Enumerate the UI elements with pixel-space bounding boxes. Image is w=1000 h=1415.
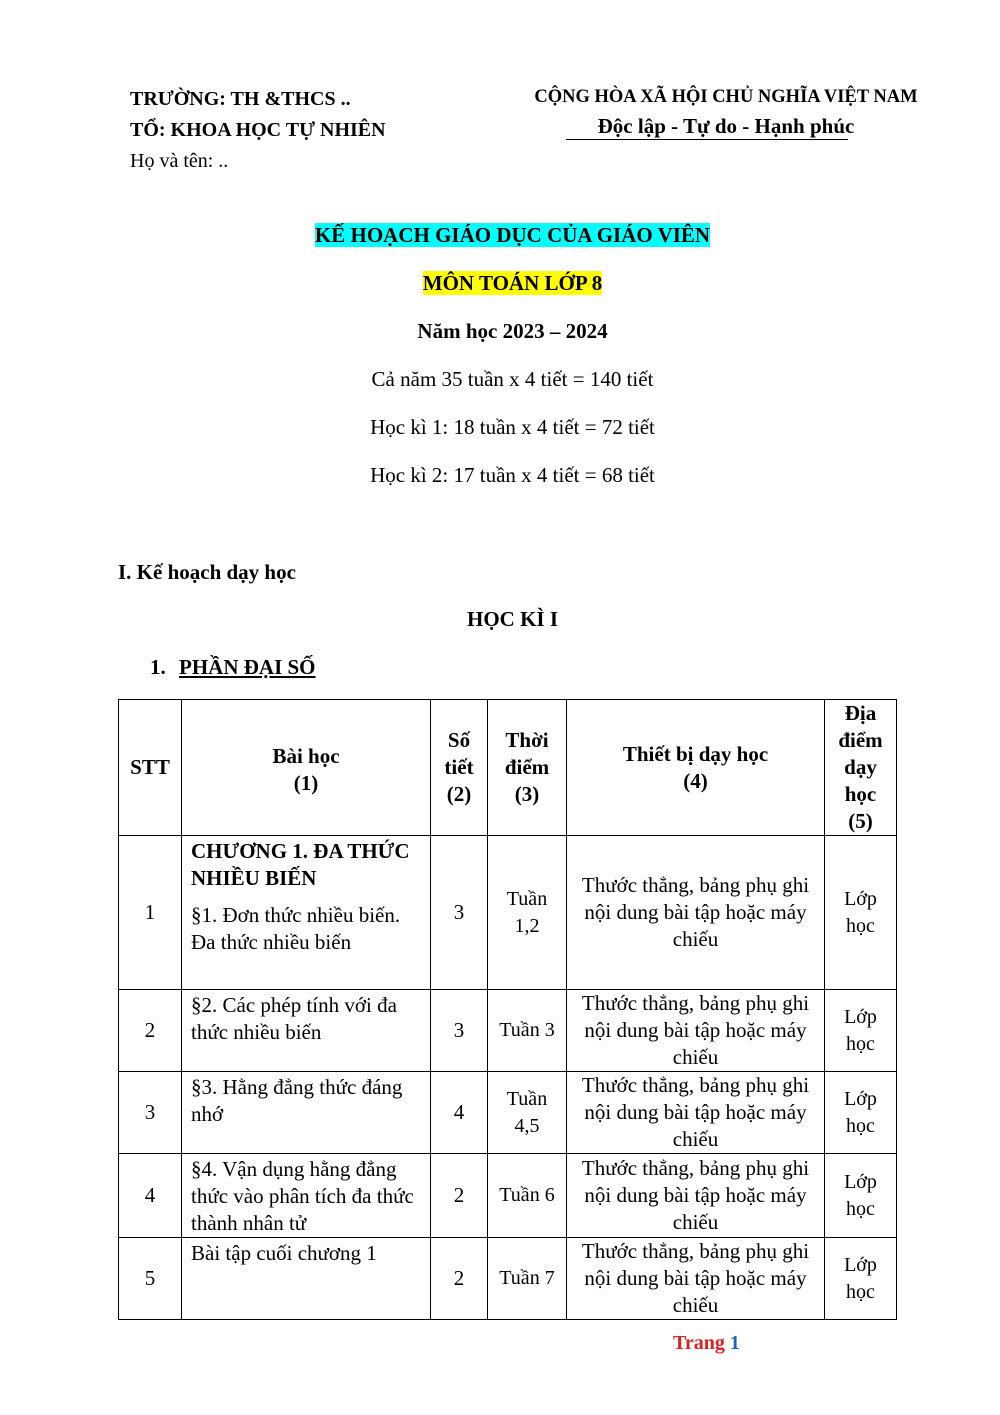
plan-title-wrap xyxy=(0,220,1000,250)
table-row xyxy=(119,1072,897,1154)
header-stt: STT xyxy=(119,700,182,836)
lesson-title: §1. Đơn thức nhiều biến. Đa thức nhiều biến xyxy=(191,903,401,954)
plan-title: KẾ HOẠCH GIÁO DỤC CỦA GIÁO VIÊN xyxy=(314,223,711,247)
header-location-label: Địa điểm dạy học xyxy=(838,701,883,806)
part-title: PHẦN ĐẠI SỐ xyxy=(179,655,316,679)
row-location: Lớp học xyxy=(825,990,897,1072)
page-number: 1 xyxy=(729,1332,740,1354)
row-periods: 3 xyxy=(431,836,488,990)
row-equipment: Thước thẳng, bảng phụ ghi nội dung bài tập hoặc máy chiếu xyxy=(567,836,825,990)
table-row xyxy=(119,1154,897,1238)
row-periods: 2 xyxy=(431,1154,488,1238)
national-header xyxy=(500,84,952,142)
school-header xyxy=(130,84,386,177)
periods-semester-1: Học kì 1: 18 tuần x 4 tiết = 72 tiết xyxy=(370,415,655,439)
page-word: Trang xyxy=(673,1332,725,1354)
chapter-title: CHƯƠNG 1. ĐA THỨC NHIỀU BIẾN xyxy=(191,839,410,890)
row-lesson: §3. Hằng đẳng thức đáng nhớ xyxy=(182,1072,431,1154)
motto-underline xyxy=(566,139,848,140)
header-lesson-label: Bài học xyxy=(272,743,340,768)
lesson-plan-table xyxy=(118,699,897,1320)
header-time xyxy=(488,700,567,836)
row-location: Lớp học xyxy=(825,1072,897,1154)
header-location xyxy=(825,700,897,836)
table-header-row xyxy=(119,700,897,836)
national-motto: Độc lập - Tự do - Hạnh phúc xyxy=(597,114,855,138)
part-heading xyxy=(150,652,316,682)
semester-heading: HỌC KÌ I xyxy=(466,607,558,631)
header-time-label: Thời điểm xyxy=(504,728,550,779)
row-stt: 5 xyxy=(119,1238,182,1320)
header-time-number: (3) xyxy=(514,782,540,806)
header-periods-label: Số tiết xyxy=(444,728,474,779)
section-heading: I. Kế hoạch dạy học xyxy=(118,560,296,584)
header-equipment-number: (4) xyxy=(683,768,708,793)
row-stt: 3 xyxy=(119,1072,182,1154)
country-name: CỘNG HÒA XÃ HỘI CHỦ NGHĨA VIỆT NAM xyxy=(534,87,918,107)
row-stt: 2 xyxy=(119,990,182,1072)
subject-title-wrap xyxy=(0,268,1000,298)
header-periods-number: (2) xyxy=(446,782,472,806)
table-row xyxy=(119,836,897,990)
header-lesson xyxy=(182,700,431,836)
row-stt: 1 xyxy=(119,836,182,990)
periods-semester-2: Học kì 2: 17 tuần x 4 tiết = 68 tiết xyxy=(370,463,655,487)
department-name: TỔ: KHOA HỌC TỰ NHIÊN xyxy=(130,119,386,141)
row-location: Lớp học xyxy=(825,1238,897,1320)
row-equipment: Thước thẳng, bảng phụ ghi nội dung bài tập hoặc máy chiếu xyxy=(567,990,825,1072)
header-equipment-label: Thiết bị dạy học xyxy=(622,741,769,766)
row-time: Tuần 4,5 xyxy=(488,1072,567,1154)
row-lesson: Bài tập cuối chương 1 xyxy=(182,1238,431,1320)
school-year: Năm học 2023 – 2024 xyxy=(417,319,608,343)
row-time: Tuần 6 xyxy=(488,1154,567,1238)
row-periods: 2 xyxy=(431,1238,488,1320)
row-lesson: §4. Vận dụng hằng đẳng thức vào phân tích đa thức thành nhân tử xyxy=(182,1154,431,1238)
row-time: Tuần 1,2 xyxy=(488,836,567,990)
header-location-number: (5) xyxy=(848,809,873,833)
row-equipment: Thước thẳng, bảng phụ ghi nội dung bài tập hoặc máy chiếu xyxy=(567,1154,825,1238)
teacher-name-label: Họ và tên: .. xyxy=(130,150,229,172)
row-equipment: Thước thẳng, bảng phụ ghi nội dung bài tập hoặc máy chiếu xyxy=(567,1072,825,1154)
school-name: TRƯỜNG: TH &THCS .. xyxy=(130,88,351,110)
table-row xyxy=(119,1238,897,1320)
row-time: Tuần 3 xyxy=(488,990,567,1072)
row-lesson xyxy=(182,836,431,990)
page-number-footer xyxy=(673,1332,740,1355)
row-lesson: §2. Các phép tính với đa thức nhiều biến xyxy=(182,990,431,1072)
row-stt: 4 xyxy=(119,1154,182,1238)
header-periods xyxy=(431,700,488,836)
row-periods: 4 xyxy=(431,1072,488,1154)
header-lesson-number: (1) xyxy=(293,770,319,795)
row-periods: 3 xyxy=(431,990,488,1072)
subject-title: MÔN TOÁN LỚP 8 xyxy=(422,271,603,295)
periods-year: Cả năm 35 tuần x 4 tiết = 140 tiết xyxy=(371,367,654,391)
row-equipment: Thước thẳng, bảng phụ ghi nội dung bài tập hoặc máy chiếu xyxy=(567,1238,825,1320)
row-time: Tuần 7 xyxy=(488,1238,567,1320)
header-equipment xyxy=(567,700,825,836)
row-location: Lớp học xyxy=(825,1154,897,1238)
part-number: 1. xyxy=(150,655,166,679)
table-row xyxy=(119,990,897,1072)
row-location: Lớp học xyxy=(825,836,897,990)
